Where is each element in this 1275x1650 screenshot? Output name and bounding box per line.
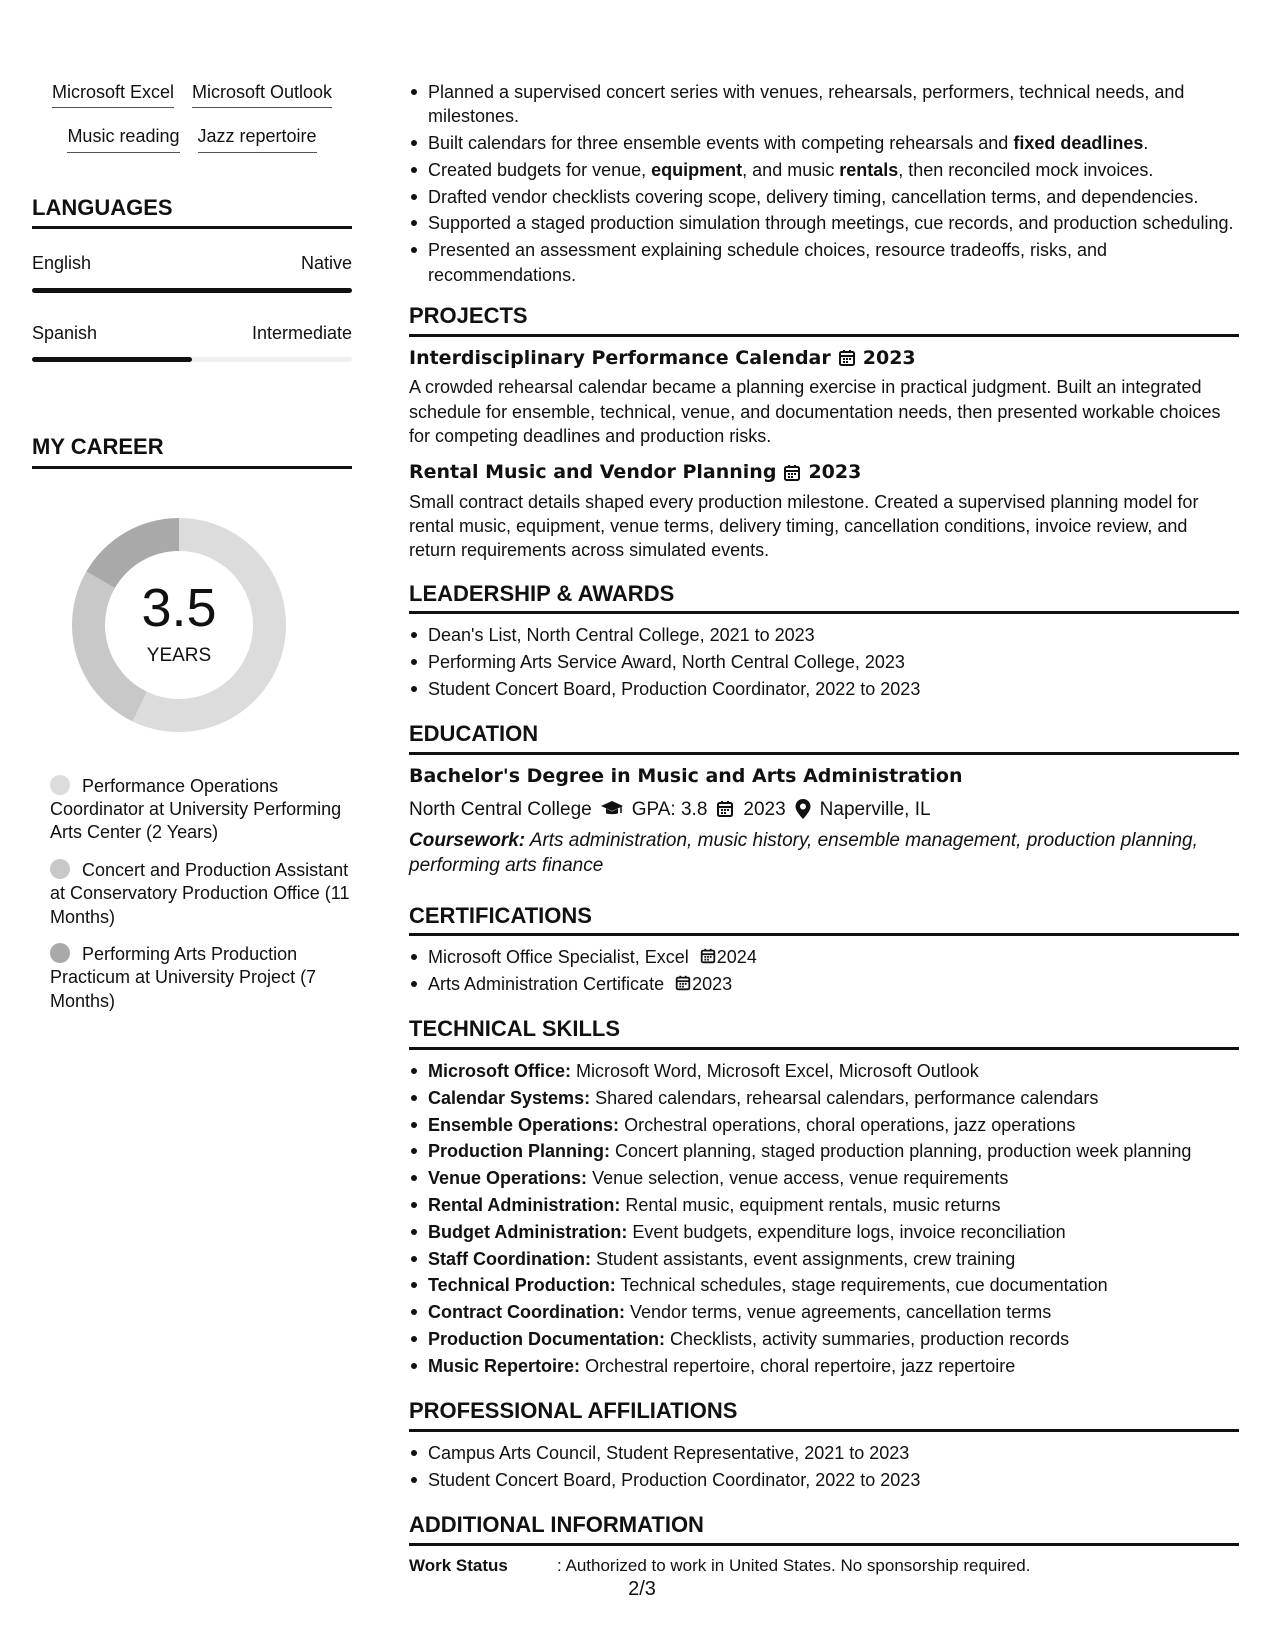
experience-bullets	[409, 80, 1239, 287]
skill-item: Production Planning: Concert planning, staged production planning, production week planning	[409, 1139, 1239, 1163]
career-legend	[32, 775, 352, 1014]
skill-item: Music Repertoire: Orchestral repertoire, choral repertoire, jazz repertoire	[409, 1354, 1239, 1378]
career-donut	[65, 511, 293, 739]
calendar-icon	[837, 348, 857, 368]
experience-bullet: Presented an assessment explaining schedule choices, resource tradeoffs, risks, and recommendations.	[409, 238, 1239, 287]
list-item: Performing Arts Service Award, North Central College, 2023	[409, 650, 1239, 674]
skill-tag: Music reading	[67, 124, 179, 152]
list-item: Student Concert Board, Production Coordinator, 2022 to 2023	[409, 677, 1239, 701]
legend-dot	[50, 943, 70, 963]
project-year: 2023	[808, 461, 862, 484]
skill-tag: Jazz repertoire	[198, 124, 317, 152]
languages-title: LANGUAGES	[32, 193, 352, 230]
gpa: GPA: 3.8	[631, 798, 708, 820]
additional-info-value: : Authorized to work in United States. No sponsorship required.	[557, 1555, 1031, 1575]
education-title: EDUCATION	[409, 719, 1239, 755]
experience-bullet: Created budgets for venue, equipment, and music rentals, then reconciled mock invoices.	[409, 158, 1239, 182]
list-item: Dean's List, North Central College, 2021 to 2023	[409, 623, 1239, 647]
skill-tag: Microsoft Outlook	[192, 80, 332, 108]
certification-item: Microsoft Office Specialist, Excel 2024	[409, 945, 1239, 969]
certification-item: Arts Administration Certificate 2023	[409, 972, 1239, 996]
skill-item: Microsoft Office: Microsoft Word, Microsoft Excel, Microsoft Outlook	[409, 1059, 1239, 1083]
experience-bullet: Drafted vendor checklists covering scope, delivery timing, cancellation terms, and dependencies.	[409, 185, 1239, 209]
experience-bullet: Built calendars for three ensemble events with competing rehearsals and fixed deadlines.	[409, 131, 1239, 155]
skill-item: Venue Operations: Venue selection, venue access, venue requirements	[409, 1166, 1239, 1190]
list-item: Campus Arts Council, Student Representative, 2021 to 2023	[409, 1441, 1239, 1465]
list-item: Student Concert Board, Production Coordinator, 2022 to 2023	[409, 1468, 1239, 1492]
additional-info-row	[409, 1555, 1239, 1578]
skill-item: Ensemble Operations: Orchestral operations, choral operations, jazz operations	[409, 1113, 1239, 1137]
certifications-list	[409, 945, 1239, 996]
project-item	[409, 460, 1239, 563]
project-name: Rental Music and Vendor Planning	[409, 461, 777, 484]
legend-dot	[50, 775, 70, 795]
additional-info-key: Work Status	[409, 1555, 508, 1575]
career-legend-item: Concert and Production Assistant at Conservatory Production Office (11 Months)	[50, 859, 350, 927]
calendar-icon	[699, 947, 717, 965]
skill-tags	[32, 80, 352, 153]
degree-title: Bachelor's Degree in Music and Arts Administration	[409, 764, 963, 787]
additional-info-title: ADDITIONAL INFORMATION	[409, 1510, 1239, 1546]
technical-skills-title: TECHNICAL SKILLS	[409, 1014, 1239, 1050]
language-bar	[32, 288, 352, 293]
calendar-icon	[715, 799, 735, 819]
coursework-text: Arts administration, music history, ensemble management, production planning, performing arts finance	[409, 830, 1198, 876]
career-title: MY CAREER	[32, 432, 352, 469]
project-description: A crowded rehearsal calendar became a planning exercise in practical judgment. Built an integrated schedule for ensemble, technical, venue, and documentation needs, then presented workable choices for competing deadlines and production risks.	[409, 377, 1221, 446]
career-legend-item: Performing Arts Production Practicum at University Project (7 Months)	[50, 943, 317, 1011]
page-number: 2/3	[628, 1578, 656, 1600]
language-bar-fill	[32, 357, 192, 362]
skill-item: Calendar Systems: Shared calendars, rehearsal calendars, performance calendars	[409, 1086, 1239, 1110]
language-level: Intermediate	[251, 322, 352, 343]
project-item	[409, 346, 1239, 449]
skill-item: Production Documentation: Checklists, activity summaries, production records	[409, 1327, 1239, 1351]
leadership-list	[409, 623, 1239, 701]
project-description: Small contract details shaped every production milestone. Created a supervised planning model for rental music, equipment, venue terms, delivery timing, cancellation conditions, invoice review, and return requirements across simulated events.	[409, 491, 1199, 561]
language-item	[32, 321, 352, 362]
project-year: 2023	[862, 346, 916, 369]
skill-item: Staff Coordination: Student assistants, event assignments, crew training	[409, 1247, 1239, 1271]
language-bar-fill	[32, 288, 352, 293]
experience-bullet: Planned a supervised concert series with venues, rehearsals, performers, technical needs, and milestones.	[409, 80, 1239, 129]
skill-item: Technical Production: Technical schedules, stage requirements, cue documentation	[409, 1273, 1239, 1297]
leadership-title: LEADERSHIP & AWARDS	[409, 579, 1239, 615]
education-details	[409, 797, 1239, 823]
skill-item: Contract Coordination: Vendor terms, venue agreements, cancellation terms	[409, 1300, 1239, 1324]
right-column	[409, 80, 1239, 1577]
skill-tag: Microsoft Excel	[52, 80, 174, 108]
certifications-title: CERTIFICATIONS	[409, 901, 1239, 937]
location-pin-icon	[794, 798, 812, 820]
affiliations-title: PROFESSIONAL AFFILIATIONS	[409, 1396, 1239, 1432]
skill-item: Budget Administration: Event budgets, expenditure logs, invoice reconciliation	[409, 1220, 1239, 1244]
career-total: 3.5	[141, 577, 217, 638]
language-bar	[32, 357, 352, 362]
school-location: Naperville, IL	[819, 798, 931, 820]
coursework-label: Coursework:	[409, 830, 526, 852]
language-name: English	[32, 253, 92, 274]
affiliations-list	[409, 1441, 1239, 1492]
projects-title: PROJECTS	[409, 301, 1239, 337]
experience-bullet: Supported a staged production simulation through meetings, cue records, and production scheduling.	[409, 211, 1239, 235]
graduation-cap-icon	[600, 799, 624, 819]
language-name: Spanish	[32, 322, 98, 343]
technical-skills-list	[409, 1059, 1239, 1378]
career-legend-item: Performance Operations Coordinator at University Performing Arts Center (2 Years)	[50, 775, 342, 843]
project-name: Interdisciplinary Performance Calendar	[409, 346, 831, 369]
school-name: North Central College	[409, 798, 592, 820]
career-unit: YEARS	[146, 644, 212, 666]
language-level: Native	[300, 253, 352, 274]
calendar-icon	[782, 463, 802, 483]
calendar-icon	[674, 974, 692, 992]
language-item	[32, 251, 352, 292]
left-column	[32, 80, 352, 1027]
legend-dot	[50, 859, 70, 879]
coursework	[409, 829, 1239, 878]
graduation-year: 2023	[743, 798, 786, 820]
skill-item: Rental Administration: Rental music, equipment rentals, music returns	[409, 1193, 1239, 1217]
